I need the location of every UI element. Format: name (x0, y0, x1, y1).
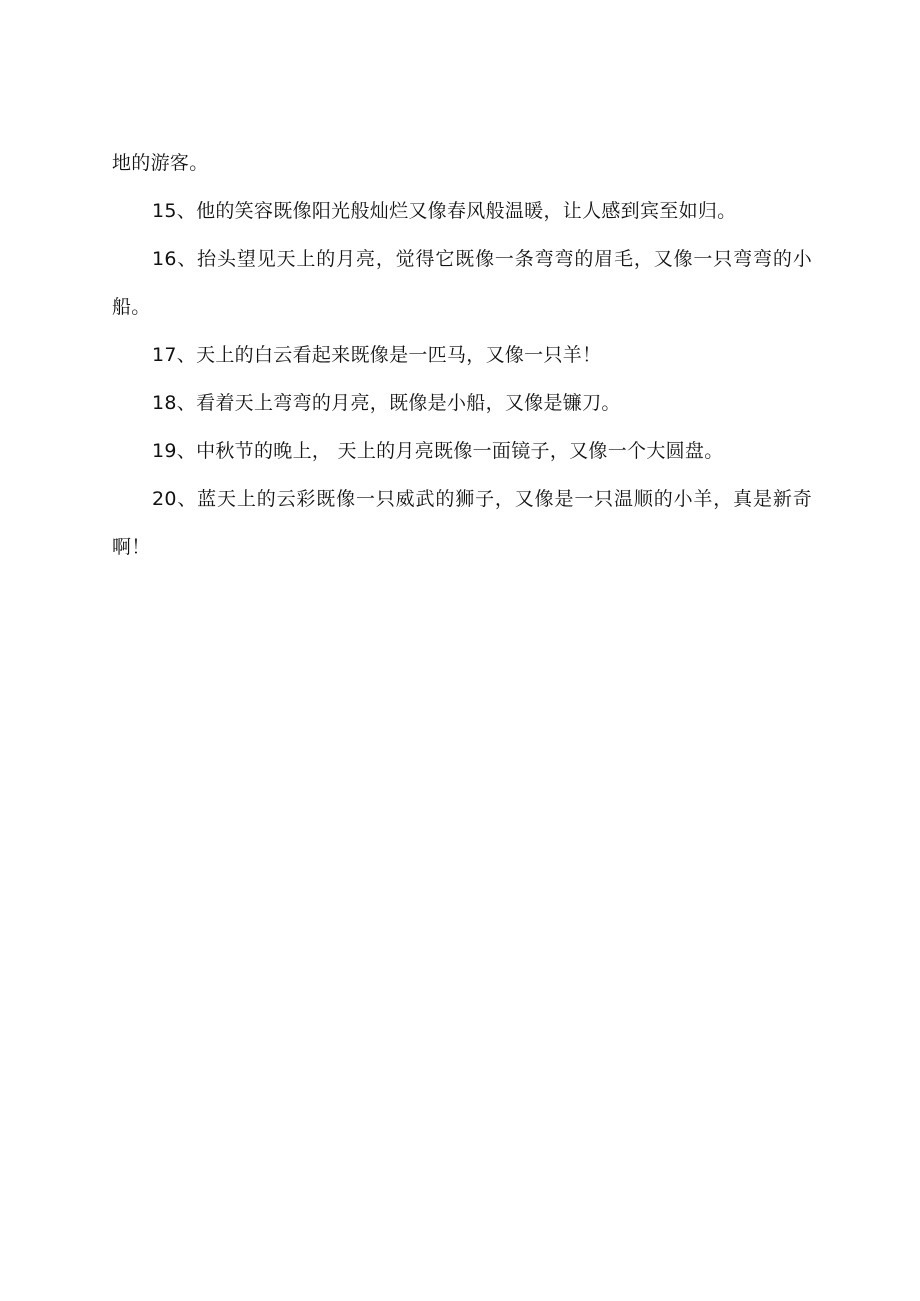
paragraph-item-15: 15、他的笑容既像阳光般灿烂又像春风般温暖，让人感到宾至如归。 (152, 200, 737, 222)
paragraph-item-19: 19、中秋节的晚上， 天上的月亮既像一面镜子，又像一个大圆盘。 (152, 440, 724, 462)
paragraph-item-17: 17、天上的白云看起来既像是一匹马，又像一只羊！ (152, 344, 602, 366)
document-body (112, 139, 812, 571)
paragraph-continuation: 地的游客。 (112, 152, 209, 174)
paragraph-item-16: 16、抬头望见天上的月亮，觉得它既像一条弯弯的眉毛，又像一只弯弯的小船。 (112, 248, 812, 318)
paragraph-item-18: 18、看着天上弯弯的月亮，既像是小船，又像是镰刀。 (152, 392, 621, 414)
paragraph-item-20: 20、蓝天上的云彩既像一只威武的狮子，又像是一只温顺的小羊，真是新奇啊！ (112, 488, 812, 558)
